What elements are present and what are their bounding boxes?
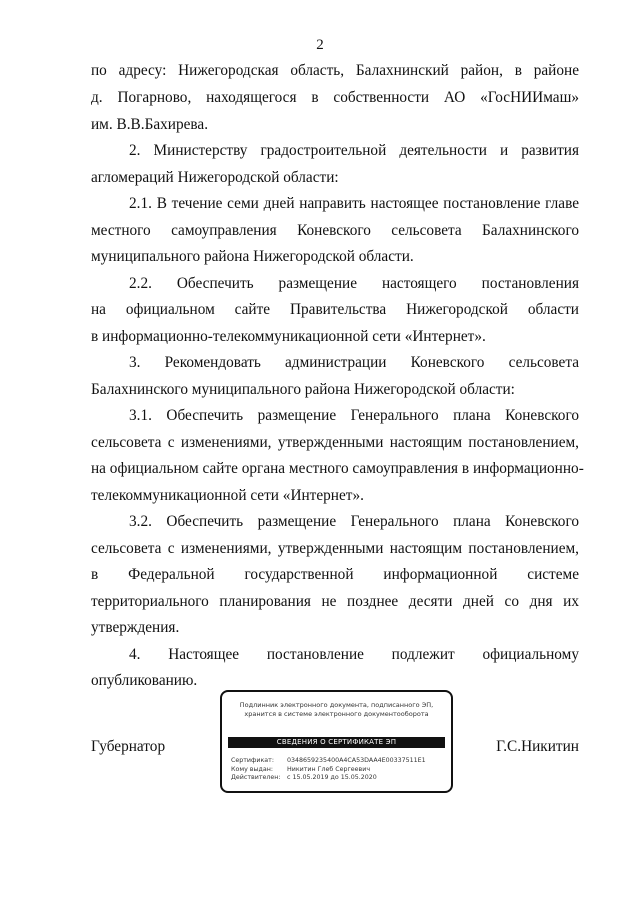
text-line: на официальном сайте Правительства Нижегородской области (91, 301, 579, 318)
stamp-owner-value: Никитин Глеб Сергеевич (287, 765, 371, 773)
text-line: 3.1. Обеспечить размещение Генерального плана Коневского (129, 407, 579, 424)
signature-position: Губернатор (91, 738, 166, 755)
text-line: телекоммуникационной сети «Интернет». (91, 487, 364, 504)
text-line: утверждения. (91, 619, 180, 636)
stamp-header: СВЕДЕНИЯ О СЕРТИФИКАТЕ ЭП (228, 737, 445, 748)
text-line: 2.2. Обеспечить размещение настоящего постановления (129, 275, 579, 292)
stamp-notice-line: хранится в системе электронного документооборота (244, 710, 429, 718)
stamp-details (231, 757, 426, 783)
text-line: по адресу: Нижегородская область, Балахнинский район, в районе (91, 62, 579, 79)
signature-name: Г.С.Никитин (496, 738, 579, 755)
stamp-notice-line: Подлинник электронного документа, подписанного ЭП, (239, 701, 434, 709)
text-line: в Федеральной государственной информационной системе (91, 566, 579, 583)
text-line: 3.2. Обеспечить размещение Генерального плана Коневского (129, 513, 579, 530)
stamp-valid-label: Действителен: (231, 774, 281, 781)
text-line: территориального планирования не позднее десяти дней со дня их (91, 593, 579, 610)
stamp-cert-row (231, 757, 426, 766)
text-line: местного самоуправления Коневского сельсовета Балахнинского (91, 222, 579, 239)
text-line: им. В.В.Бахирева. (91, 116, 209, 133)
text-line: агломераций Нижегородской области: (91, 169, 339, 186)
text-line: д. Погарново, находящегося в собственности АО «ГосНИИмаш» (91, 89, 579, 106)
text-line: опубликованию. (91, 672, 198, 689)
text-line: 2.1. В течение семи дней направить настоящее постановление главе (129, 195, 579, 212)
stamp-cert-value: 0348659235400A4CA53DAA4E00337511E1 (287, 757, 426, 764)
text-line: Балахнинского муниципального района Нижегородской области: (91, 381, 515, 398)
stamp-notice (222, 701, 451, 719)
text-line: на официальном сайте органа местного самоуправления в информационно- (91, 460, 584, 477)
text-line: сельсовета с изменениями, утвержденными настоящим постановлением, (91, 540, 579, 557)
text-line: 4. Настоящее постановление подлежит официальному (129, 646, 579, 663)
electronic-signature-stamp (220, 690, 453, 793)
text-line: 2. Министерству градостроительной деятельности и развития (129, 142, 579, 159)
stamp-valid-value: с 15.05.2019 до 15.05.2020 (287, 774, 377, 781)
stamp-cert-label: Сертификат: (231, 757, 274, 764)
text-line: 3. Рекомендовать администрации Коневского сельсовета (129, 354, 579, 371)
text-line: сельсовета с изменениями, утвержденными настоящим постановлением, (91, 434, 579, 451)
page-number: 2 (316, 37, 324, 53)
text-line: в информационно-телекоммуникационной сети «Интернет». (91, 328, 486, 345)
stamp-valid-row (231, 774, 426, 783)
stamp-owner-label: Кому выдан: (231, 765, 273, 773)
text-line: муниципального района Нижегородской области. (91, 248, 414, 265)
stamp-owner-row (231, 766, 426, 775)
